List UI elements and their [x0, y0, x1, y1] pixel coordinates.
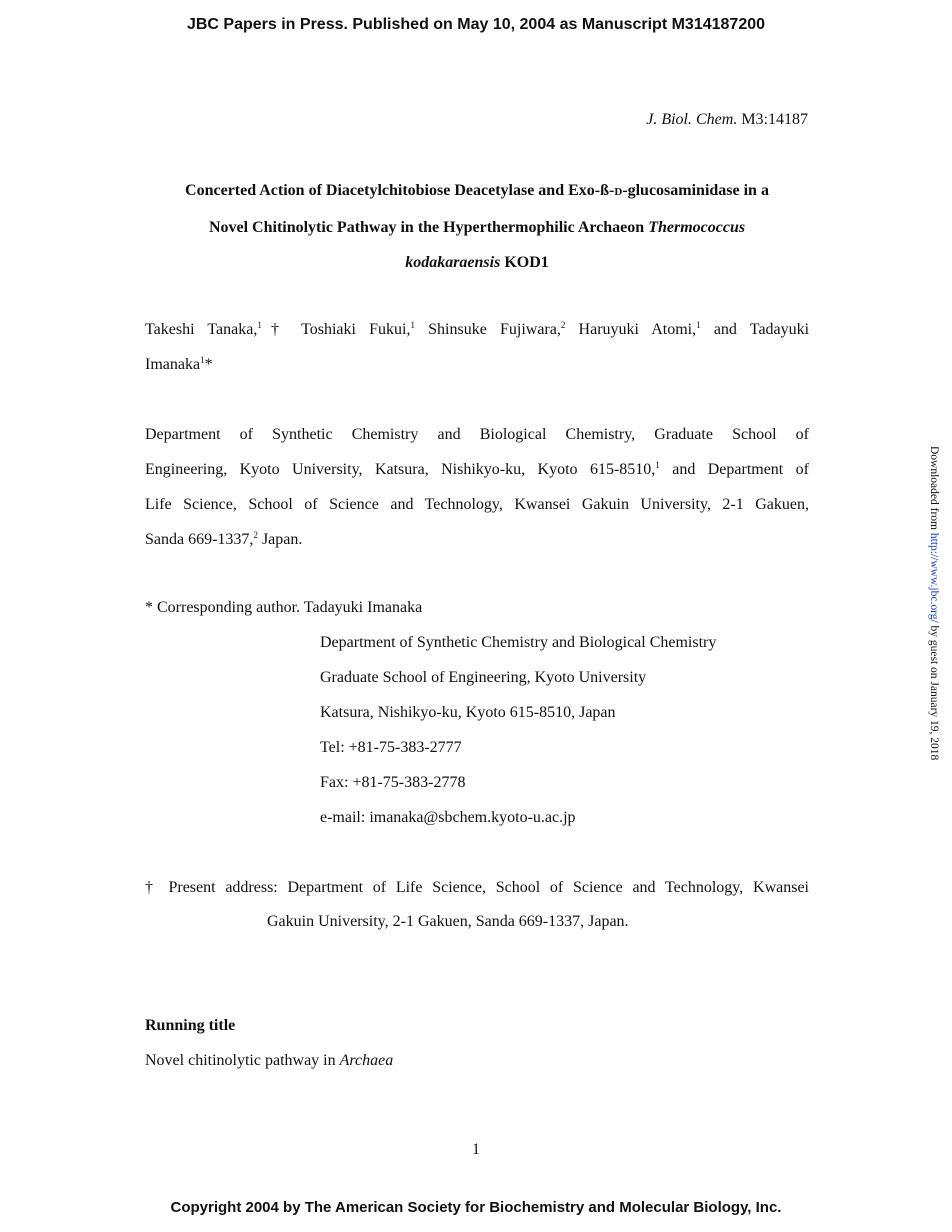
present-address [145, 870, 809, 905]
journal-name: J. Biol. Chem. [646, 111, 738, 128]
present-address-line-1: † Present address: Department of Life Science, School of Science and Technology, Kwansei [145, 879, 809, 896]
genus-name: Thermococcus [648, 219, 746, 236]
species-name: kodakaraensis [405, 254, 501, 271]
corresponding-address-line: Katsura, Nishikyo-ku, Kyoto 615-8510, Japan [320, 704, 616, 721]
affiliation-line-1: Department of Synthetic Chemistry and Biological Chemistry, Graduate School of [145, 426, 809, 443]
author-list [145, 312, 809, 382]
running-title-text: Novel chitinolytic pathway in Archaea [145, 1052, 394, 1069]
affiliation-block [145, 417, 809, 557]
corresponding-phone: Tel: +81-75-383-2777 [320, 739, 462, 756]
manuscript-id: M3:14187 [741, 111, 808, 128]
corresponding-email: e-mail: imanaka@sbchem.kyoto-u.ac.jp [320, 809, 576, 826]
running-title-heading: Running title [145, 1017, 236, 1034]
journal-reference [646, 111, 808, 129]
page-number: 1 [472, 1141, 480, 1158]
title-line-3: kodakaraensis KOD1 [405, 254, 549, 271]
jbc-link[interactable]: http://www.jbc.org/ [928, 532, 940, 623]
running-title-italic: Archaea [339, 1052, 394, 1069]
article-title [145, 173, 809, 280]
present-address-line-2: Gakuin University, 2-1 Gakuen, Sanda 669-1337, Japan. [267, 913, 629, 930]
title-line-2: Novel Chitinolytic Pathway in the Hyperthermophilic Archaeon Thermococcus [208, 219, 746, 236]
affiliation-line-4: Sanda 669-1337,$^2$ Japan. [145, 530, 303, 548]
press-banner: JBC Papers in Press. Published on May 10, 2004 as Manuscript M314187200 [186, 16, 766, 33]
title-line-1: Concerted Action of Diacetylchitobiose Deacetylase and Exo-ß-D-glucosaminidase in a [185, 182, 769, 199]
affiliation-line-2: Engineering, Kyoto University, Katsura, Nishikyo-ku, Kyoto 615-8510,$^1$ and Department of [145, 460, 810, 478]
corresponding-fax: Fax: +81-75-383-2778 [320, 774, 466, 791]
affiliation-line-3: Life Science, School of Science and Technology, Kwansei Gakuin University, 2-1 Gakuen, [145, 496, 809, 513]
author-line-1: Takeshi Tanaka,$^1$† Toshiaki Fukui,$^1$ Shinsuke Fujiwara,$^2$ Haruyuki Atomi,$^1$ and Tadayuki [145, 320, 810, 338]
corresponding-address-line: Department of Synthetic Chemistry and Biological Chemistry [320, 634, 717, 651]
small-caps-d: D [614, 186, 623, 198]
corresponding-address-line: Graduate School of Engineering, Kyoto University [320, 669, 647, 686]
corresponding-author-label: * Corresponding author. Tadayuki Imanaka [145, 599, 423, 616]
copyright-footer: Copyright 2004 by The American Society for Biochemistry and Molecular Biology, Inc. [170, 1199, 782, 1216]
download-side-note: Downloaded from http://www.jbc.org/ by guest on January 19, 2018 [928, 446, 940, 761]
author-line-2: Imanaka$^1$* [145, 355, 213, 373]
